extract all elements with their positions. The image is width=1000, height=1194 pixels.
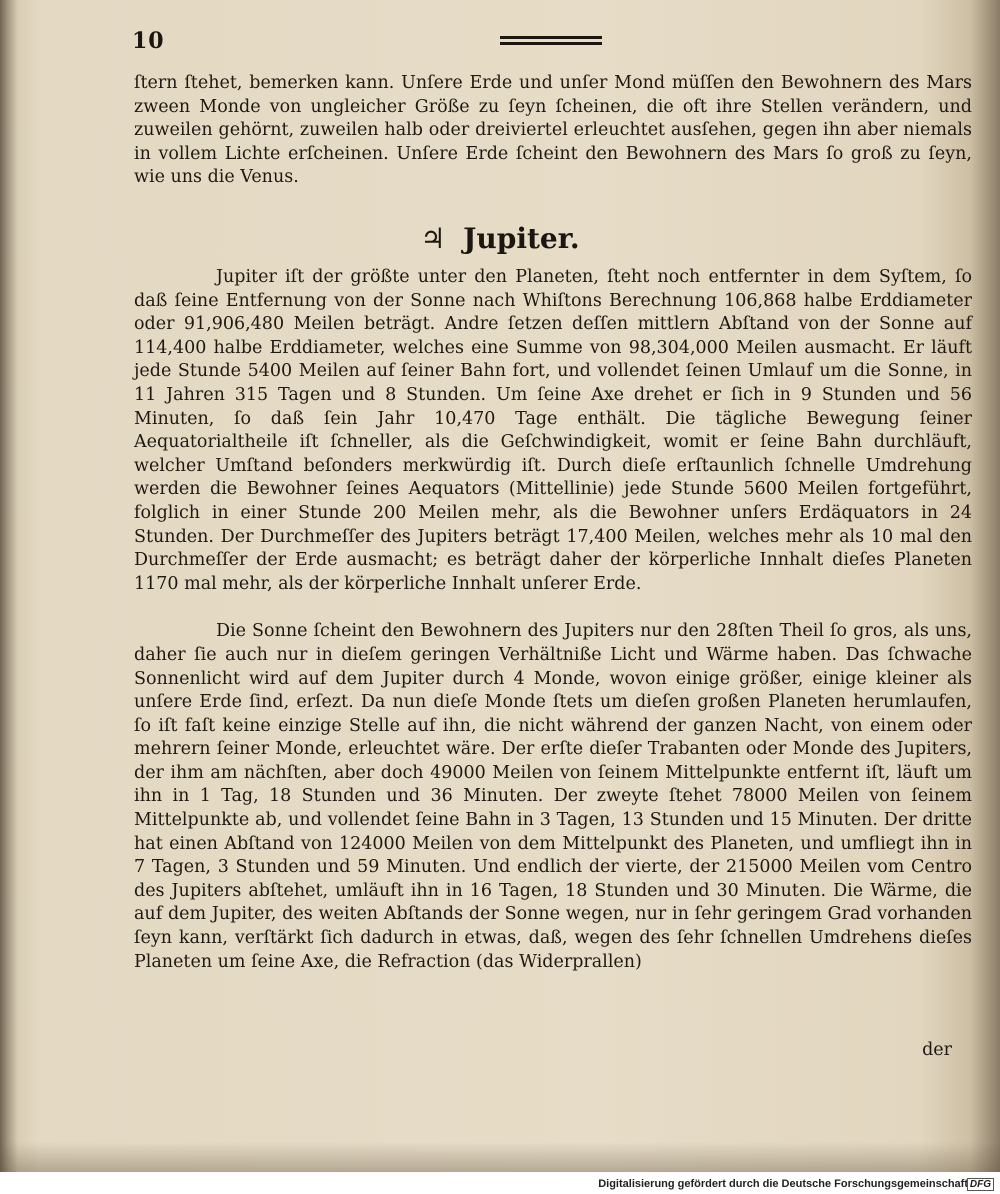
page-number: 10 (132, 28, 165, 54)
continuation-text: ſtern ſtehet, bemerken kann. Unſere Erde und unſer Mond müſſen den Bewohnern des Mars zween Monde von ungleicher Größe zu ſeyn ſcheinen, die oft ihre Stellen verändern, und zuweilen gehörnt, zuweilen halb oder dreiviertel erleuchtet ausſehen, gegen ihn aber niemals in vollem Lichte erſcheinen. Unſere Erde ſcheint den Bewohnern des Mars ſo groß zu ſeyn, wie uns die Venus. (134, 73, 972, 188)
paragraph-2: Die Sonne ſcheint den Bewohnern des Jupiters nur den 28ſten Theil ſo gros, als uns, daher ſie auch nur in dieſem geringen Verhältniße Licht und Wärme haben. Das ſchwache Sonnenlicht wird auf dem Jupiter durch 4 Monde, wovon einige größer, einige kleiner als unſere Erde ſind, erſezt. Da nun dieſe Monde ſtets um dieſen großen Planeten herumlaufen, ſo iſt faſt keine einzige Stelle auf ihn, die nicht während der ganzen Nacht, von einem oder mehrern ſeiner Monde, erleuchtet wäre. Der erſte dieſer Trabanten oder Monde des Jupiters, der ihm am nächſten, aber doch 49000 Meilen von ſeinem Mittelpunkte entfernt iſt, läuft um ihn in 1 Tag, 18 Stunden und 36 Minuten. Der zweyte ſtehet 78000 Meilen von ſeinem Mittelpunkte ab, und vollendet ſeine Bahn in 3 Tagen, 13 Stunden und 15 Minuten. Der dritte hat einen Abſtand von 124000 Meilen von dem Mittelpunkt des Planeten, und umfliegt ihn in 7 Tagen, 3 Stunden und 59 Minuten. Und endlich der vierte, der 215000 Meilen vom Centro des Jupiters abſtehet, umläuft ihn in 16 Tagen, 18 Stunden und 30 Minuten. Die Wärme, die auf dem Jupiter, des weiten Abſtands der Sonne wegen, nur in ſehr geringem Grad vorhanden ſeyn kann, verſtärkt ſich dadurch in etwas, daß, wegen des ſehr ſchnellen Umdrehens dieſes Planeten um ſeine Axe, die Refraction (das Widerprallen) (134, 621, 972, 972)
funding-credit: Digitalisierung gefördert durch die Deutsche Forschungsgemeinschaft (598, 1178, 968, 1190)
dfg-logo-icon: DFG (967, 1178, 994, 1191)
footer-bar (0, 1172, 1000, 1194)
paragraph-1: Jupiter iſt der größte unter den Planeten, ſteht noch entfernter in dem Syſtem, ſo daß ſeine Entfernung von der Sonne nach Whiſtons Berechnung 106,868 halbe Erddiameter oder 91,906,480 Meilen beträgt. Andre ſetzen deſſen mittlern Abſtand von der Sonne auf 114,400 halbe Erddiameter, welches eine Summe von 98,304,000 Meilen ausmacht. Er läuft jede Stunde 5400 Meilen auf ſeiner Bahn fort, und vollendet ſeinen Umlauf um die Sonne, in 11 Jahren 315 Tagen und 8 Stunden. Um ſeine Axe drehet er ſich in 9 Stunden und 56 Minuten, ſo daß ſein Jahr 10,470 Tage enthält. Die tägliche Bewegung ſeiner Aequatorialtheile iſt ſchneller, als die Geſchwindigkeit, womit er ſeine Bahn durchläuft, welcher Umſtand beſonders merkwürdig iſt. Durch dieſe erſtaunlich ſchnelle Umdrehung werden die Bewohner ſeines Aequators (Mittellinie) jede Stunde 5600 Meilen fortgeführt, folglich in einer Stunde 200 Meilen mehr, als die Bewohner unſers Erdäquators in 24 Stunden. Der Durchmeſſer des Jupiters beträgt 17,400 Meilen, welches mehr als 10 mal den Durchmeſſer der Erde ausmacht; es beträgt daher der körperliche Innhalt dieſes Planeten 1170 mal mehr, als der körperliche Innhalt unſerer Erde. (134, 267, 972, 594)
continuation-paragraph (134, 72, 972, 190)
header-rule (500, 36, 602, 48)
catchword: der (922, 1040, 952, 1060)
page-edge-shadow (0, 1142, 1000, 1172)
jupiter-symbol-icon: ♃ (420, 222, 446, 255)
heading-title: Jupiter. (463, 222, 580, 255)
body-text (134, 266, 972, 974)
section-heading (0, 222, 1000, 255)
